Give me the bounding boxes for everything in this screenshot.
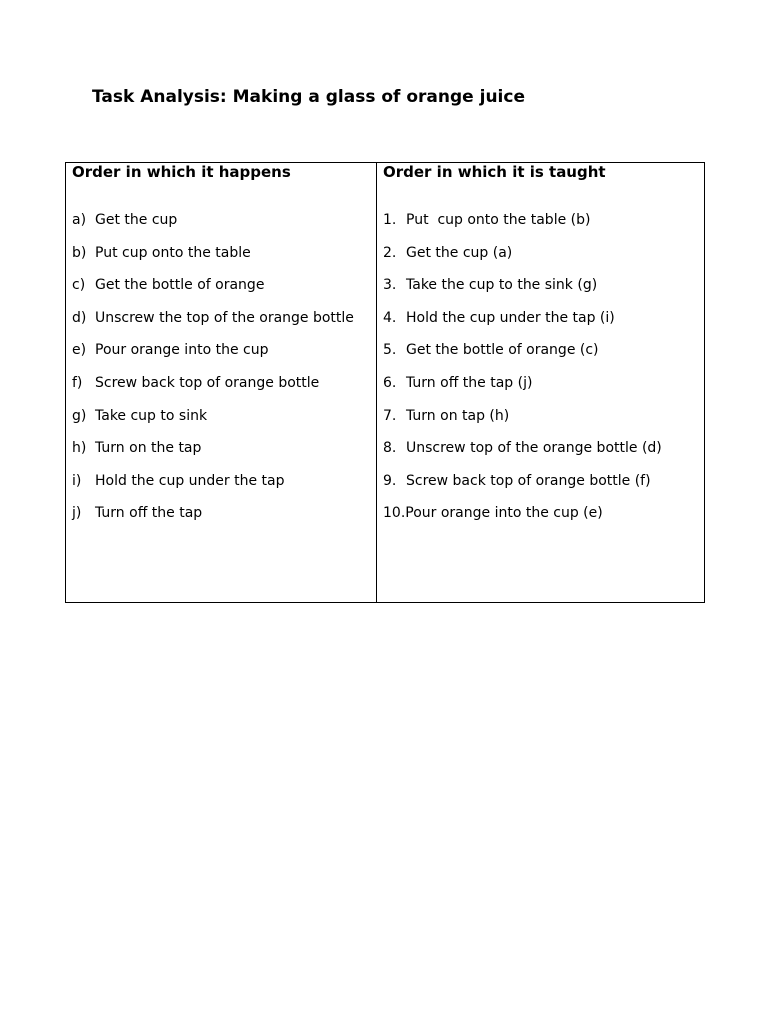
item-marker: b) (72, 244, 87, 261)
taught-order-header: Order in which it is taught (383, 163, 606, 181)
item-text: Take cup to sink (95, 407, 208, 424)
item-marker: 8. (383, 440, 397, 457)
item-text: Get the cup (a) (406, 244, 513, 261)
list-item (383, 408, 662, 441)
item-text: Turn on tap (h) (406, 407, 510, 424)
list-item (383, 277, 662, 310)
item-text: Take the cup to the sink (g) (406, 277, 598, 294)
item-text: Unscrew the top of the orange bottle (95, 309, 354, 326)
list-item (72, 505, 354, 538)
item-marker: e) (72, 342, 87, 359)
item-text: Turn off the tap (j) (406, 374, 533, 391)
item-text: Hold the cup under the tap (i) (406, 309, 615, 326)
list-item (72, 375, 354, 408)
list-item (383, 310, 662, 343)
item-marker: 4. (383, 309, 397, 326)
item-text: Screw back top of orange bottle (95, 374, 320, 391)
item-text: Pour orange into the cup (e) (405, 505, 603, 522)
item-marker: f) (72, 374, 83, 391)
item-text: Unscrew top of the orange bottle (d) (406, 440, 662, 457)
item-text: Get the cup (95, 212, 178, 228)
item-marker: 5. (383, 342, 397, 359)
item-text: Hold the cup under the tap (95, 472, 285, 489)
item-marker: j) (72, 505, 82, 522)
list-item (72, 440, 354, 473)
list-item (72, 212, 354, 245)
item-text: Turn off the tap (95, 505, 203, 522)
item-marker: 6. (383, 374, 397, 391)
item-marker: 3. (383, 277, 397, 294)
item-text: Get the bottle of orange (c) (406, 342, 599, 359)
item-marker: g) (72, 407, 87, 424)
item-marker: 1. (383, 212, 397, 228)
item-marker: i) (72, 472, 82, 489)
taught-order-column (377, 163, 704, 602)
list-item (383, 342, 662, 375)
item-text: Screw back top of orange bottle (f) (406, 472, 651, 489)
item-text: Get the bottle of orange (95, 277, 265, 294)
item-marker: h) (72, 440, 87, 457)
item-marker: 9. (383, 472, 397, 489)
list-item (72, 277, 354, 310)
item-text: Put cup onto the table (95, 244, 251, 261)
happens-order-list (72, 212, 354, 538)
item-marker: a) (72, 212, 87, 228)
item-marker: 7. (383, 407, 397, 424)
list-item (72, 245, 354, 278)
list-item (383, 440, 662, 473)
list-item (383, 212, 662, 245)
list-item (383, 505, 662, 538)
item-marker: d) (72, 309, 87, 326)
list-item (72, 310, 354, 343)
item-marker: c) (72, 277, 86, 294)
list-item (383, 245, 662, 278)
happens-order-header: Order in which it happens (72, 163, 291, 181)
document-title: Task Analysis: Making a glass of orange juice (92, 87, 525, 107)
list-item (383, 375, 662, 408)
item-text: Turn on the tap (95, 440, 202, 457)
list-item (72, 342, 354, 375)
item-marker: 10. (383, 505, 406, 522)
item-text: Pour orange into the cup (95, 342, 269, 359)
list-item (72, 408, 354, 441)
list-item (383, 473, 662, 506)
item-text: Put cup onto the table (b) (406, 212, 591, 228)
happens-order-column (66, 163, 377, 602)
task-analysis-table (65, 162, 705, 603)
list-item (72, 473, 354, 506)
taught-order-list (383, 212, 662, 538)
item-marker: 2. (383, 244, 397, 261)
